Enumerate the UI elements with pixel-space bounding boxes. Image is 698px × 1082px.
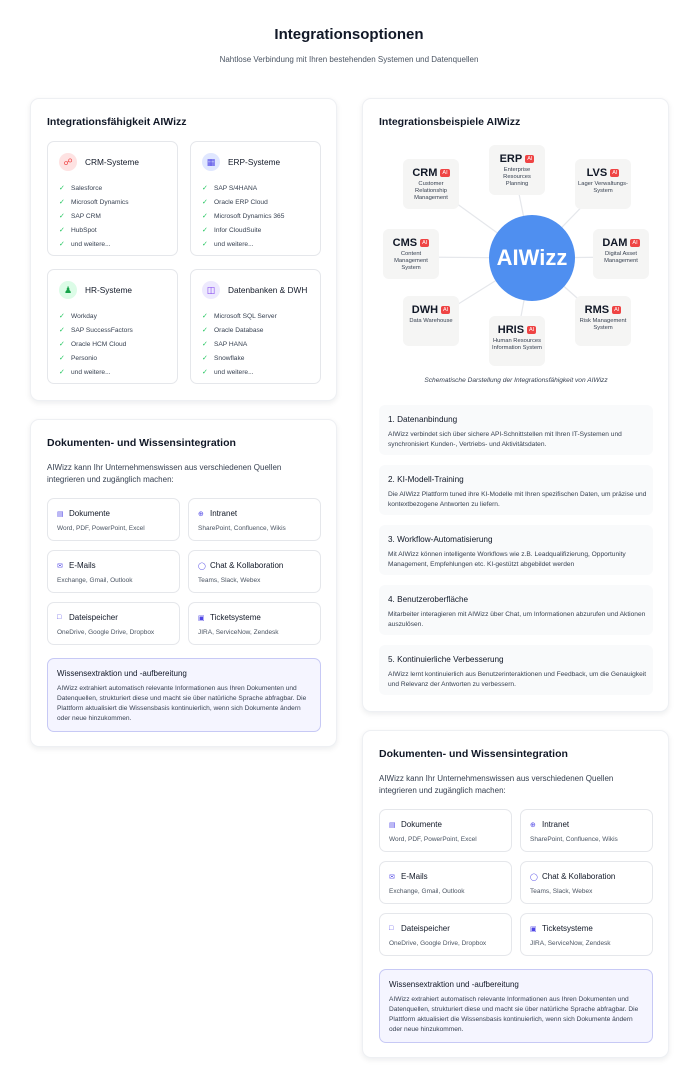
list-item: ✓ SAP CRM xyxy=(59,212,101,220)
list-item: ✓ Oracle ERP Cloud xyxy=(202,198,268,206)
check-icon: ✓ xyxy=(202,341,208,348)
source-box-storage: □ Dateispeicher OneDrive, Google Drive, Dropbox xyxy=(379,913,512,956)
document-icon: ▤ xyxy=(389,821,396,829)
system-list xyxy=(59,181,129,251)
docs-title: Dokumenten- und Wissensintegration xyxy=(47,437,236,449)
source-box-storage: □ Dateispeicher OneDrive, Google Drive, Dropbox xyxy=(47,602,180,645)
node-crm: CRM AI Customer Relationship Management xyxy=(403,159,459,209)
check-icon: ✓ xyxy=(59,227,65,234)
ai-badge: AI xyxy=(614,307,620,313)
step-3: 3. Workflow-Automatisierung Mit AIWizz können intelligente Workflows wie z.B. Leadqualifizierung, Opportunity Management, Empfehlungen etc. KI-gestützt abgebildet werden xyxy=(379,525,653,575)
list-item: ✓ Salesforce xyxy=(59,184,103,192)
check-icon: ✓ xyxy=(59,313,65,320)
capability-title: Integrationsfähigkeit AIWizz xyxy=(47,116,187,128)
docs-card-left xyxy=(30,419,337,747)
knowledge-box xyxy=(47,658,321,732)
ai-badge: AI xyxy=(529,327,535,333)
list-item: ✓ Microsoft Dynamics 365 xyxy=(202,212,285,220)
node-dam: DAM AI Digital Asset Management xyxy=(593,229,649,279)
mail-icon: ✉ xyxy=(57,562,63,570)
system-title: ERP-Systeme xyxy=(228,157,281,167)
list-item: ✓ HubSpot xyxy=(59,226,97,234)
node-rms: RMS AI Risk Management System xyxy=(575,296,631,346)
list-item: ✓ und weitere... xyxy=(59,240,111,248)
system-list xyxy=(59,309,133,379)
list-item: ✓ Microsoft SQL Server xyxy=(202,312,277,320)
ticket-icon: ▣ xyxy=(198,614,205,622)
folder-icon: □ xyxy=(389,925,394,932)
knowledge-text: AIWizz extrahiert automatisch relevante Informationen aus Ihren Dokumenten und Datenquellen, strukturiert diese und macht sie über natürliche Sprache abfragbar. Die Plattform aktualisiert die Wissensbasis kontinuierlich, wenn sich Dokumente ändern oder neue hinzukommen. xyxy=(389,996,639,1033)
chat-icon: ◯ xyxy=(198,562,206,570)
check-icon: ✓ xyxy=(202,313,208,320)
source-box-documents: ▤ Dokumente Word, PDF, PowerPoint, Excel xyxy=(47,498,180,541)
step-1: 1. Datenanbindung AIWizz verbindet sich über sichere API-Schnittstellen mit Ihren IT-Systemen und synchronisiert Kunden-, Vertriebs- und Aktivitätsdaten. xyxy=(379,405,653,455)
mail-icon: ✉ xyxy=(389,873,395,881)
ai-badge: AI xyxy=(442,170,448,176)
page-title: Integrationsoptionen xyxy=(274,26,424,43)
node-cms: CMS AI Content Management System xyxy=(383,229,439,279)
step-4: 4. Benutzeroberfläche Mitarbeiter interagieren mit AIWizz über Chat, um Informationen abzurufen und Aktionen auszulösen. xyxy=(379,585,653,635)
check-icon: ✓ xyxy=(59,241,65,248)
source-box-chat: ◯ Chat & Kollaboration Teams, Slack, Webex xyxy=(520,861,653,904)
list-item: ✓ Infor CloudSuite xyxy=(202,226,262,234)
building-icon: ▦ xyxy=(202,153,220,171)
check-icon: ✓ xyxy=(59,199,65,206)
check-icon: ✓ xyxy=(202,185,208,192)
check-icon: ✓ xyxy=(59,185,65,192)
knowledge-title: Wissensextraktion und -aufbereitung xyxy=(57,669,187,678)
system-list xyxy=(202,309,277,379)
list-item: ✓ und weitere... xyxy=(202,240,254,248)
integration-diagram xyxy=(379,141,655,373)
list-item: ✓ Oracle HCM Cloud xyxy=(59,340,127,348)
chat-icon: ◯ xyxy=(530,873,538,881)
docs-card-right xyxy=(362,730,669,1058)
document-icon: ▤ xyxy=(57,510,64,518)
node-erp: ERP AI Enterprise Resources Planning xyxy=(489,145,545,195)
source-box-tickets: ▣ Ticketsysteme JIRA, ServiceNow, Zendesk xyxy=(188,602,321,645)
system-box-hr xyxy=(47,269,178,384)
list-item: ✓ Personio xyxy=(59,354,98,362)
check-icon: ✓ xyxy=(202,369,208,376)
headset-icon: ☍ xyxy=(59,153,77,171)
knowledge-title: Wissensextraktion und -aufbereitung xyxy=(389,980,519,989)
list-item: ✓ Microsoft Dynamics xyxy=(59,198,129,206)
check-icon: ✓ xyxy=(202,227,208,234)
system-box-databases xyxy=(190,269,321,384)
hub-circle: AIWizz xyxy=(489,215,575,301)
database-icon: ◫ xyxy=(202,281,220,299)
examples-title: Integrationsbeispiele AIWizz xyxy=(379,116,521,128)
list-item: ✓ Oracle Database xyxy=(202,326,264,334)
folder-icon: □ xyxy=(57,614,62,621)
ai-badge: AI xyxy=(443,307,449,313)
list-item: ✓ und weitere... xyxy=(202,368,254,376)
check-icon: ✓ xyxy=(202,241,208,248)
examples-card xyxy=(362,98,669,712)
list-item: ✓ SAP SuccessFactors xyxy=(59,326,133,334)
source-box-chat: ◯ Chat & Kollaboration Teams, Slack, Webex xyxy=(188,550,321,593)
source-box-intranet: ⊕ Intranet SharePoint, Confluence, Wikis xyxy=(188,498,321,541)
page-subtitle: Nahtlose Verbindung mit Ihren bestehenden Systemen und Datenquellen xyxy=(219,55,479,64)
ai-badge: AI xyxy=(422,240,428,246)
system-box-erp xyxy=(190,141,321,256)
step-5: 5. Kontinuierliche Verbesserung AIWizz lernt kontinuierlich aus Benutzerinteraktionen und Feedback, um die Genauigkeit und Relevanz der Antworten zu verbessern. xyxy=(379,645,653,695)
globe-icon: ⊕ xyxy=(530,821,536,829)
docs-intro: AIWizz kann Ihr Unternehmenswissen aus verschiedenen Quellen integrieren und zugänglich machen: xyxy=(379,774,614,795)
knowledge-text: AIWizz extrahiert automatisch relevante Informationen aus Ihren Dokumenten und Datenquellen, strukturiert diese und macht sie über natürliche Sprache abfragbar. Die Plattform aktualisiert die Wissensbasis kontinuierlich, wenn sich Dokumente ändern oder neue hinzukommen. xyxy=(57,685,307,722)
check-icon: ✓ xyxy=(59,327,65,334)
system-title: HR-Systeme xyxy=(85,285,133,295)
system-box-crm xyxy=(47,141,178,256)
node-lvs: LVS AI Lager Verwaltungs-System xyxy=(575,159,631,209)
globe-icon: ⊕ xyxy=(198,510,204,518)
ai-badge: AI xyxy=(612,170,618,176)
diagram-caption: Schematische Darstellung der Integrationsfähigkeit von AIWizz xyxy=(424,377,608,384)
list-item: ✓ Workday xyxy=(59,312,97,320)
check-icon: ✓ xyxy=(202,213,208,220)
list-item: ✓ Snowflake xyxy=(202,354,245,362)
source-box-tickets: ▣ Ticketsysteme JIRA, ServiceNow, Zendesk xyxy=(520,913,653,956)
check-icon: ✓ xyxy=(202,355,208,362)
system-title: Datenbanken & DWH xyxy=(228,285,308,295)
system-list xyxy=(202,181,284,251)
users-icon: ♟ xyxy=(59,281,77,299)
capability-card xyxy=(30,98,337,401)
ticket-icon: ▣ xyxy=(530,925,537,933)
source-box-emails: ✉ E-Mails Exchange, Gmail, Outlook xyxy=(47,550,180,593)
docs-title: Dokumenten- und Wissensintegration xyxy=(379,748,568,760)
check-icon: ✓ xyxy=(59,213,65,220)
check-icon: ✓ xyxy=(59,341,65,348)
node-hris: HRIS AI Human Resources Information System xyxy=(489,316,545,366)
step-2: 2. KI-Modell-Training Die AIWizz Plattform tuned ihre KI-Modelle mit Ihren spezifischen Daten, um präzise und kontextbezogene Antworten zu liefern. xyxy=(379,465,653,515)
check-icon: ✓ xyxy=(59,369,65,376)
docs-intro: AIWizz kann Ihr Unternehmenswissen aus verschiedenen Quellen integrieren und zugänglich machen: xyxy=(47,463,282,484)
check-icon: ✓ xyxy=(202,327,208,334)
knowledge-box xyxy=(379,969,653,1043)
system-title: CRM-Systeme xyxy=(85,157,139,167)
check-icon: ✓ xyxy=(202,199,208,206)
ai-badge: AI xyxy=(527,156,533,162)
list-item: ✓ und weitere... xyxy=(59,368,111,376)
ai-badge: AI xyxy=(632,240,638,246)
source-box-emails: ✉ E-Mails Exchange, Gmail, Outlook xyxy=(379,861,512,904)
list-item: ✓ SAP HANA xyxy=(202,340,248,348)
check-icon: ✓ xyxy=(59,355,65,362)
node-dwh: DWH AI Data Warehouse xyxy=(403,296,459,346)
source-box-documents: ▤ Dokumente Word, PDF, PowerPoint, Excel xyxy=(379,809,512,852)
source-box-intranet: ⊕ Intranet SharePoint, Confluence, Wikis xyxy=(520,809,653,852)
list-item: ✓ SAP S/4HANA xyxy=(202,184,258,192)
